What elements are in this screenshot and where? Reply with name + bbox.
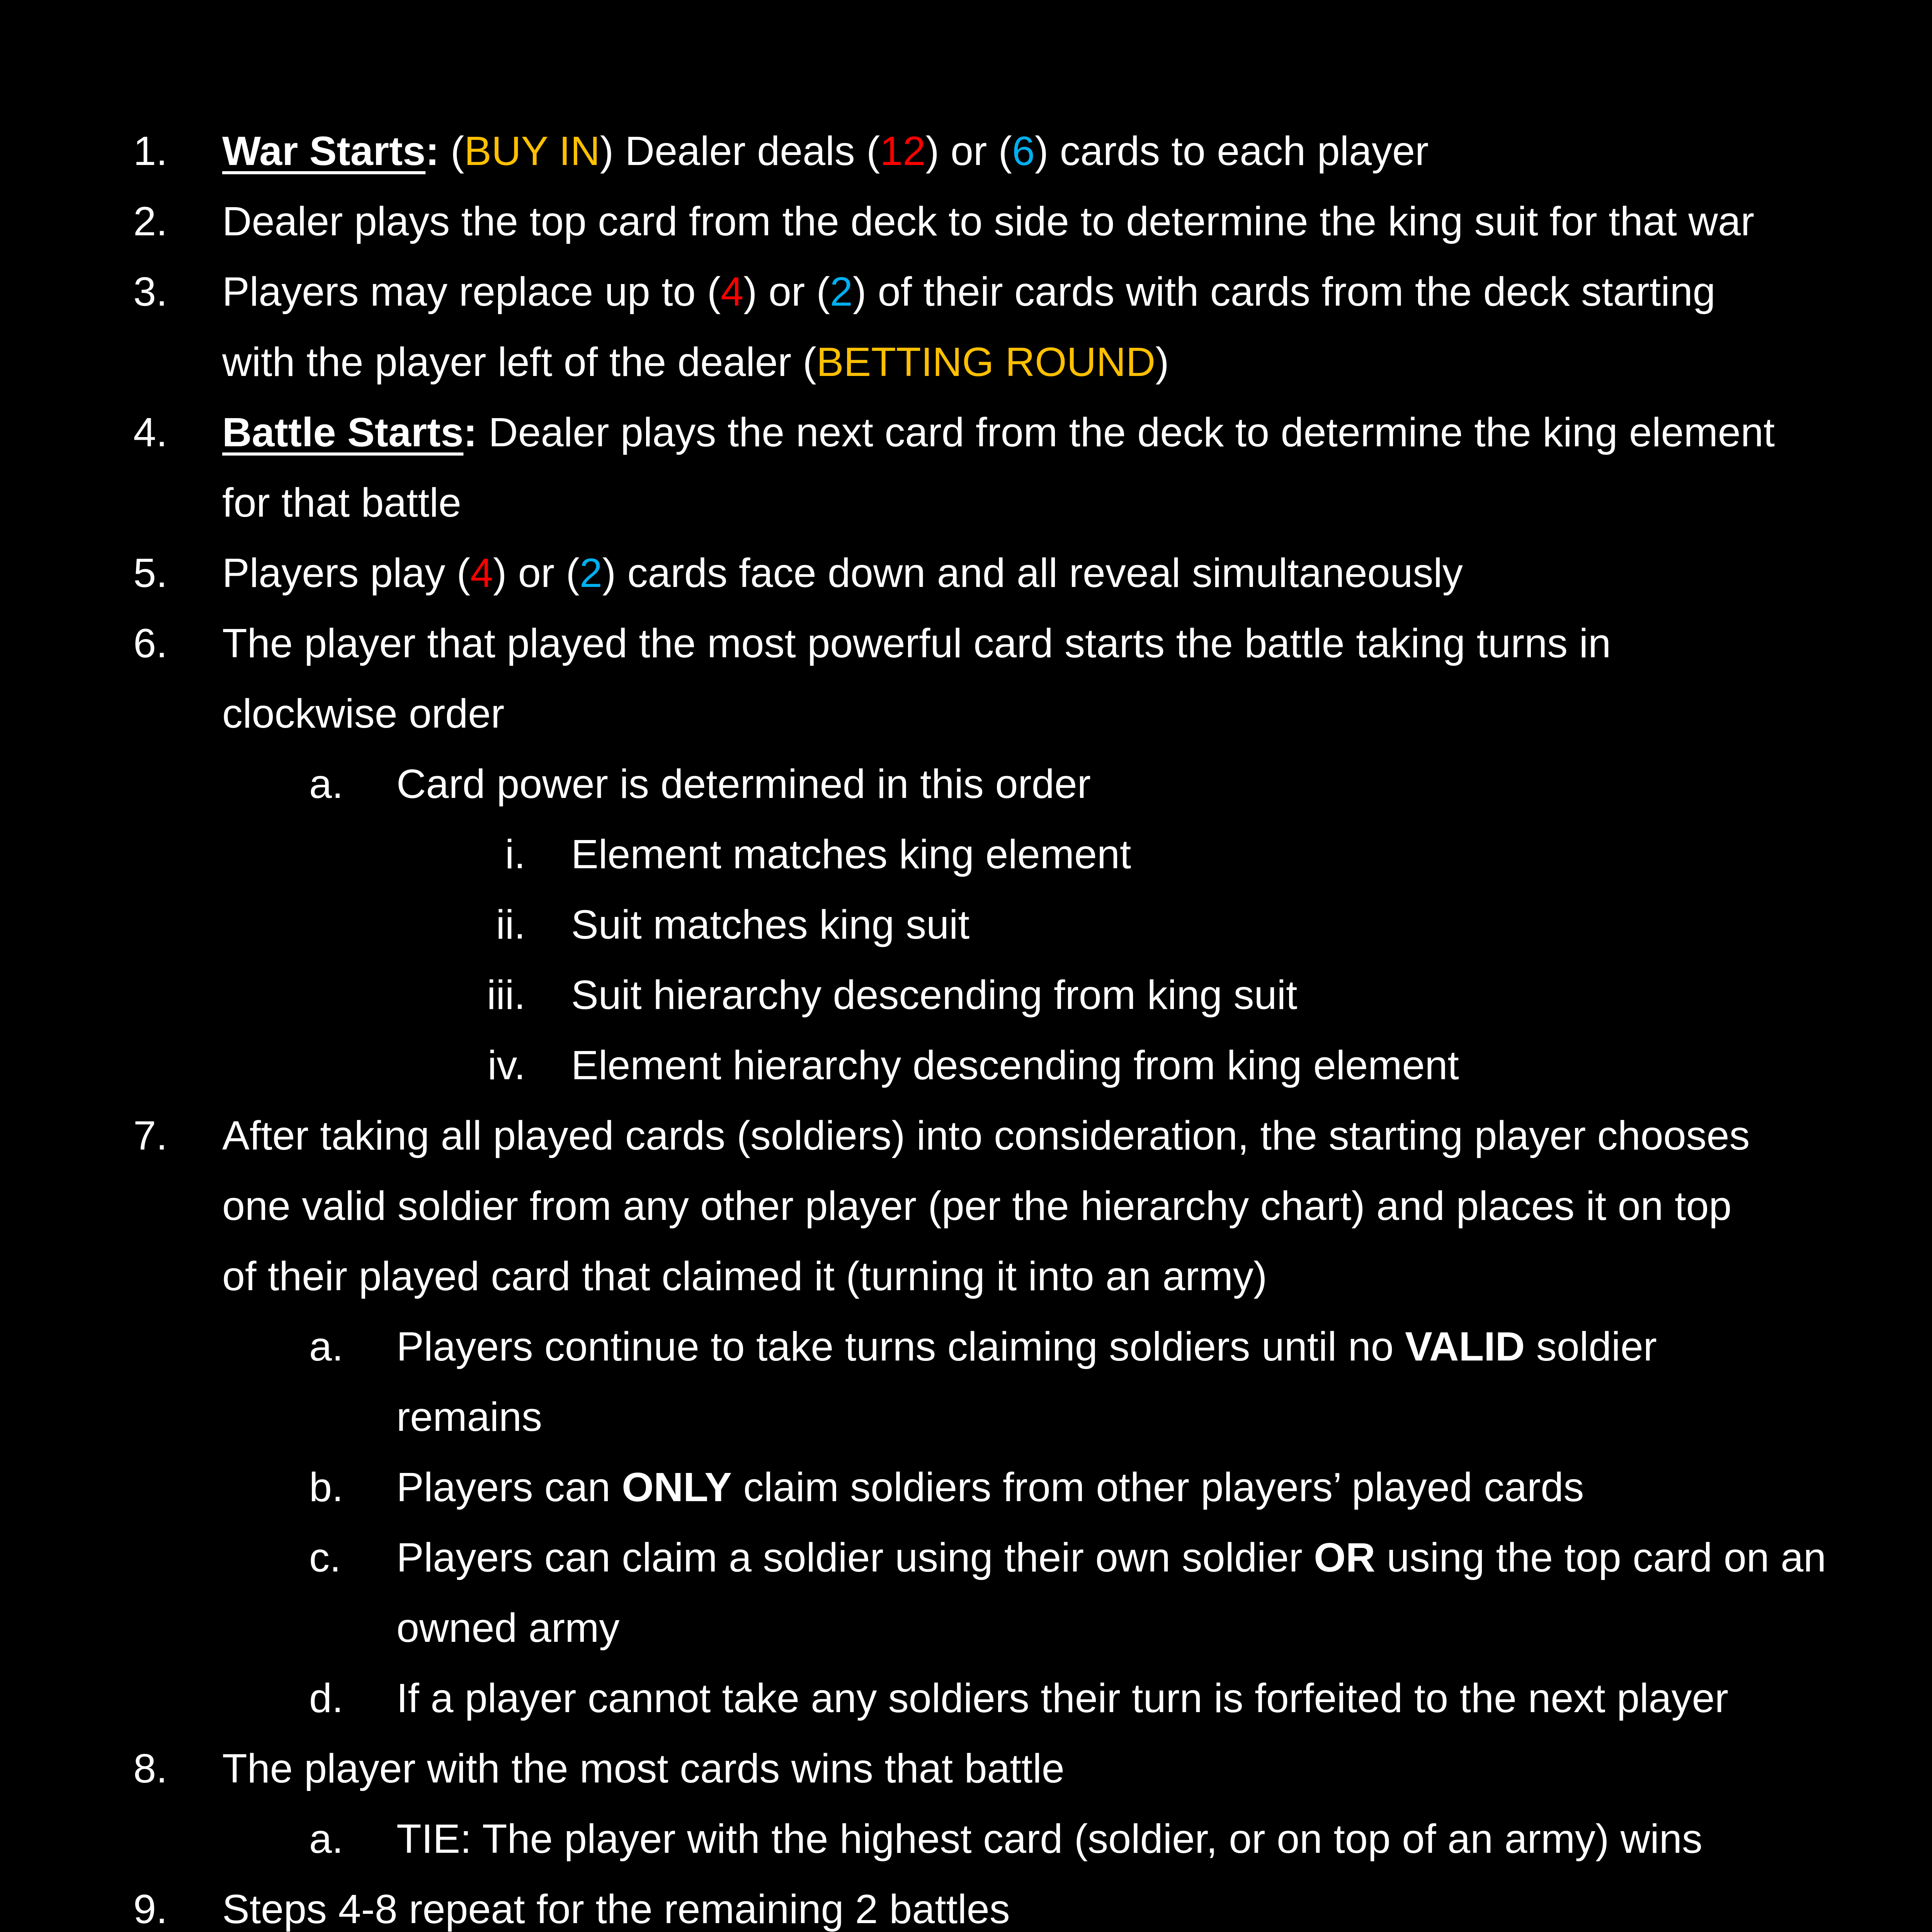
rule-text: clockwise order bbox=[222, 691, 505, 736]
rule-7c-cont bbox=[0, 1593, 1932, 1663]
value-6: 6 bbox=[1012, 128, 1035, 174]
rule-4 bbox=[0, 397, 1932, 468]
value-2: 2 bbox=[579, 550, 602, 596]
list-number: 2. bbox=[133, 199, 168, 244]
rule-7-cont bbox=[0, 1171, 1932, 1241]
rule-text: Players may replace up to (4) or (2) of their cards with cards from the deck starting bbox=[222, 269, 1716, 315]
emphasis: ONLY bbox=[622, 1464, 732, 1510]
rule-text: If a player cannot take any soldiers their turn is forfeited to the next player bbox=[396, 1675, 1728, 1721]
value-2: 2 bbox=[830, 269, 853, 315]
rule-text: for that battle bbox=[222, 480, 461, 526]
rule-9 bbox=[0, 1874, 1932, 1932]
rule-7b bbox=[0, 1452, 1932, 1522]
rule-8a bbox=[0, 1804, 1932, 1874]
list-roman: iii. bbox=[486, 972, 526, 1018]
battle-starts-heading: Battle Starts bbox=[222, 410, 464, 455]
rule-7-cont2 bbox=[0, 1241, 1932, 1311]
emphasis: VALID bbox=[1405, 1324, 1525, 1369]
rule-text: Players continue to take turns claiming soldiers until no VALID soldier bbox=[396, 1324, 1657, 1369]
war-starts-heading: War Starts bbox=[222, 128, 426, 174]
rule-text: remains bbox=[396, 1394, 543, 1440]
value-12: 12 bbox=[880, 128, 926, 174]
rule-6-cont bbox=[0, 679, 1932, 749]
rule-text: Battle Starts: Dealer plays the next card from the deck to determine the king element bbox=[222, 410, 1775, 455]
list-roman: ii. bbox=[496, 902, 526, 947]
rule-text: Players play (4) or (2) cards face down and all reveal simultaneously bbox=[222, 550, 1463, 596]
rule-text: of their played card that claimed it (turning it into an army) bbox=[222, 1253, 1267, 1299]
rule-3-cont bbox=[0, 327, 1932, 397]
rule-text: Dealer plays the top card from the deck to side to determine the king suit for that war bbox=[222, 199, 1755, 244]
list-number: 8. bbox=[133, 1746, 168, 1791]
rule-text: Suit hierarchy descending from king suit bbox=[571, 972, 1298, 1018]
buy-in-label: BUY IN bbox=[464, 128, 600, 174]
rule-text: After taking all played cards (soldiers) into consideration, the starting player chooses bbox=[222, 1113, 1750, 1158]
rule-text: Players can claim a soldier using their own soldier OR using the top card on an bbox=[396, 1535, 1827, 1580]
emphasis: OR bbox=[1314, 1535, 1376, 1580]
list-number: 1. bbox=[133, 128, 168, 174]
value-4: 4 bbox=[470, 550, 493, 596]
list-number: 7. bbox=[133, 1113, 168, 1158]
rule-text: The player that played the most powerful card starts the battle taking turns in bbox=[222, 621, 1611, 666]
rule-text: Element matches king element bbox=[571, 832, 1131, 877]
list-letter: d. bbox=[309, 1675, 344, 1721]
rule-6a-iii bbox=[0, 960, 1932, 1030]
rules-document bbox=[0, 116, 1932, 1932]
rule-8 bbox=[0, 1733, 1932, 1804]
rule-6a-ii bbox=[0, 889, 1932, 960]
rule-text: The player with the most cards wins that battle bbox=[222, 1746, 1065, 1791]
list-letter: a. bbox=[309, 1816, 344, 1862]
rule-text: one valid soldier from any other player (per the hierarchy chart) and places it on top bbox=[222, 1183, 1732, 1229]
list-number: 5. bbox=[133, 550, 168, 596]
rule-1 bbox=[0, 116, 1932, 186]
rule-text: Players can ONLY claim soldiers from other players’ played cards bbox=[396, 1464, 1584, 1510]
rule-text: owned army bbox=[396, 1605, 620, 1651]
rule-text: Steps 4-8 repeat for the remaining 2 battles bbox=[222, 1886, 1010, 1932]
betting-round-label: BETTING ROUND bbox=[816, 339, 1156, 385]
rule-6a bbox=[0, 749, 1932, 819]
list-letter: a. bbox=[309, 1324, 344, 1369]
list-letter: b. bbox=[309, 1464, 344, 1510]
rule-text: Element hierarchy descending from king element bbox=[571, 1043, 1459, 1088]
rule-text: War Starts: (BUY IN) Dealer deals (12) or (6) cards to each player bbox=[222, 128, 1429, 174]
list-roman: iv. bbox=[487, 1043, 526, 1088]
rule-7 bbox=[0, 1100, 1932, 1171]
rule-text: with the player left of the dealer (BETTING ROUND) bbox=[222, 339, 1169, 385]
rule-4-cont bbox=[0, 468, 1932, 538]
rule-5 bbox=[0, 538, 1932, 608]
list-letter: a. bbox=[309, 761, 344, 807]
rule-text: Suit matches king suit bbox=[571, 902, 970, 947]
value-4: 4 bbox=[721, 269, 744, 315]
rule-text: Card power is determined in this order bbox=[396, 761, 1091, 807]
rule-text: TIE: The player with the highest card (soldier, or on top of an army) wins bbox=[396, 1816, 1702, 1862]
rule-2 bbox=[0, 186, 1932, 257]
rule-7c bbox=[0, 1522, 1932, 1593]
list-letter: c. bbox=[309, 1535, 341, 1580]
list-number: 6. bbox=[133, 621, 168, 666]
rule-6 bbox=[0, 608, 1932, 679]
list-number: 3. bbox=[133, 269, 168, 315]
rule-7a bbox=[0, 1311, 1932, 1382]
rule-6a-i bbox=[0, 819, 1932, 889]
list-number: 4. bbox=[133, 410, 168, 455]
rule-6a-iv bbox=[0, 1030, 1932, 1100]
rule-7a-cont bbox=[0, 1382, 1932, 1452]
list-roman: i. bbox=[505, 832, 526, 877]
list-number: 9. bbox=[133, 1886, 168, 1932]
rule-3 bbox=[0, 257, 1932, 327]
rule-7d bbox=[0, 1663, 1932, 1733]
